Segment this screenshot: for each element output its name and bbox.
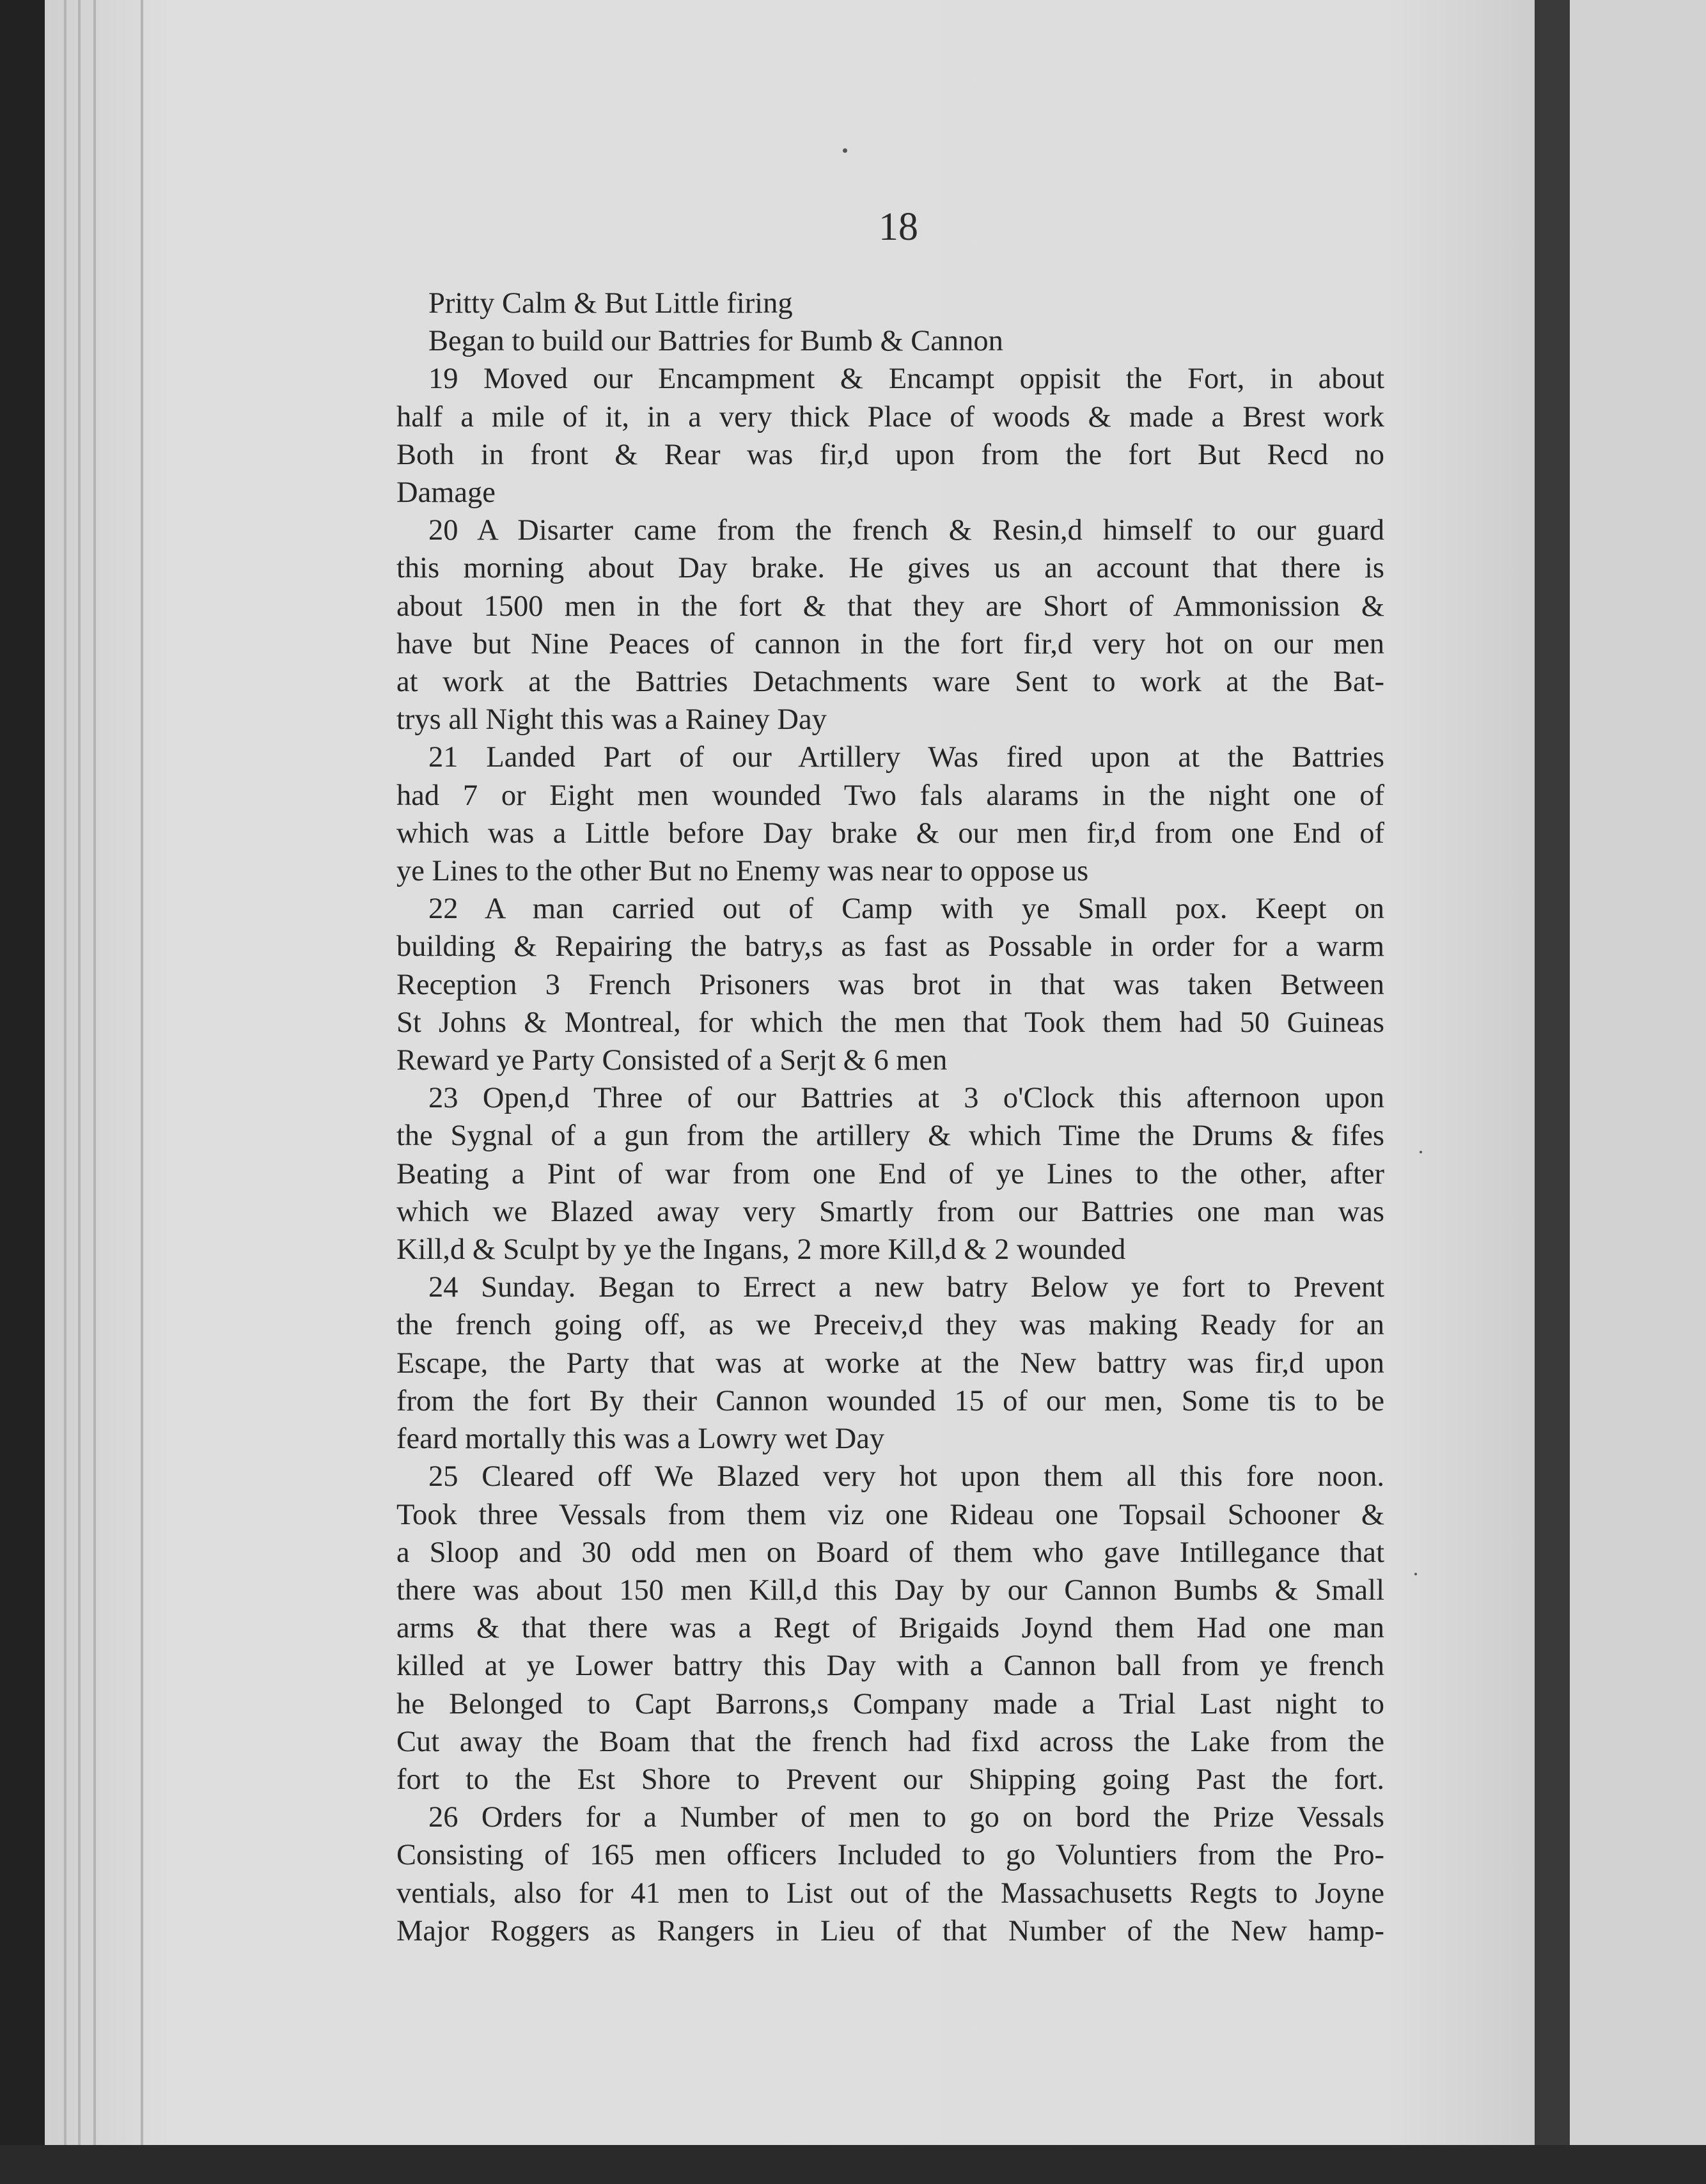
facing-page-edge: [1570, 0, 1706, 2145]
text-line: Beating a Pint of war from one End of ye Lines to the other, after: [396, 1157, 1384, 1190]
text-line: Escape, the Party that was at worke at the New battry was fir,d upon: [396, 1346, 1384, 1380]
book-spine: [1535, 0, 1570, 2184]
text-line: Damage: [396, 476, 496, 510]
text-line: 22 A man carried out of Camp with ye Small pox. Keept on: [428, 893, 1384, 926]
text-line: arms & that there was a Regt of Brigaids Joynd them Had one man: [396, 1612, 1384, 1645]
text-line: 26 Orders for a Number of men to go on bord the Prize Vessals: [428, 1801, 1384, 1834]
text-line: from the fort By their Cannon wounded 15 of our men, Some tis to be: [396, 1384, 1384, 1417]
text-line: building & Repairing the batry,s as fast as Possable in order for a warm: [396, 930, 1384, 963]
page-edge: [141, 0, 143, 2145]
text-line: this morning about Day brake. He gives us an account that there is: [396, 552, 1384, 585]
text-line: Reception 3 French Prisoners was brot in that was taken Between: [396, 968, 1384, 1001]
page-edge: [64, 0, 67, 2145]
journal-text: [396, 285, 1384, 1950]
text-line: 23 Open,d Three of our Battries at 3 o'Clock this afternoon upon: [428, 1082, 1384, 1115]
text-line: St Johns & Montreal, for which the men that Took them had 50 Guineas: [396, 1006, 1384, 1039]
text-line: killed at ye Lower battry this Day with a Cannon ball from ye french: [396, 1650, 1384, 1683]
scan-speck: [1414, 1573, 1417, 1575]
text-line: have but Nine Peaces of cannon in the fort fir,d very hot on our men: [396, 627, 1384, 660]
text-line: fort to the Est Shore to Prevent our Shipping going Past the fort.: [396, 1763, 1384, 1796]
page-number: 18: [879, 205, 918, 249]
text-line: which was a Little before Day brake & our men fir,d from one End of: [396, 816, 1384, 850]
text-line: 24 Sunday. Began to Errect a new batry Below ye fort to Prevent: [428, 1271, 1384, 1304]
text-line: ventials, also for 41 men to List out of the Massachusetts Regts to Joyne: [396, 1876, 1384, 1910]
text-line: Kill,d & Sculpt by ye the Ingans, 2 more Kill,d & 2 wounded: [396, 1233, 1126, 1267]
text-line: at work at the Battries Detachments ware Sent to work at the Bat-: [396, 666, 1384, 699]
text-line: Took three Vessals from them viz one Rideau one Topsail Schooner &: [396, 1498, 1384, 1531]
scan-speck: [1420, 1151, 1422, 1153]
text-line: 25 Cleared off We Blazed very hot upon them all this fore noon.: [428, 1460, 1384, 1494]
text-line: the french going off, as we Preceiv,d they was making Ready for an: [396, 1309, 1384, 1342]
text-line: half a mile of it, in a very thick Place of woods & made a Brest work: [396, 400, 1384, 433]
text-line: Began to build our Battries for Bumb & Cannon: [428, 325, 1003, 358]
text-line: a Sloop and 30 odd men on Board of them who gave Intillegance that: [396, 1536, 1384, 1569]
text-line: Both in front & Rear was fir,d upon from the fort But Recd no: [396, 438, 1384, 471]
text-line: ye Lines to the other But no Enemy was near to oppose us: [396, 855, 1089, 888]
text-line: Reward ye Party Consisted of a Serjt & 6 men: [396, 1044, 948, 1077]
text-line: feard mortally this was a Lowry wet Day: [396, 1423, 885, 1456]
text-line: had 7 or Eight men wounded Two fals alarams in the night one of: [396, 779, 1384, 812]
text-line: Cut away the Boam that the french had fixd across the Lake from the: [396, 1725, 1384, 1758]
scan-speck: [843, 148, 847, 153]
text-line: Pritty Calm & But Little firing: [428, 287, 793, 320]
text-line: trys all Night this was a Rainey Day: [396, 703, 827, 737]
text-line: Consisting of 165 men officers Included to go Voluntiers from the Pro-: [396, 1839, 1384, 1872]
text-line: there was about 150 men Kill,d this Day by our Cannon Bumbs & Small: [396, 1573, 1384, 1607]
text-line: 20 A Disarter came from the french & Resin,d himself to our guard: [428, 514, 1384, 547]
page-edge: [78, 0, 81, 2145]
text-line: the Sygnal of a gun from the artillery & which Time the Drums & fifes: [396, 1119, 1384, 1153]
text-line: 19 Moved our Encampment & Encampt oppisit the Fort, in about: [428, 363, 1384, 396]
scan-bottom-border: [0, 2145, 1706, 2184]
page-edge: [93, 0, 96, 2145]
text-line: about 1500 men in the fort & that they are Short of Ammonission &: [396, 589, 1384, 623]
text-line: which we Blazed away very Smartly from our Battries one man was: [396, 1195, 1384, 1228]
text-line: Major Roggers as Rangers in Lieu of that Number of the New hamp-: [396, 1914, 1384, 1947]
text-line: he Belonged to Capt Barrons,s Company made a Trial Last night to: [396, 1687, 1384, 1720]
text-line: 21 Landed Part of our Artillery Was fired upon at the Battries: [428, 741, 1384, 774]
